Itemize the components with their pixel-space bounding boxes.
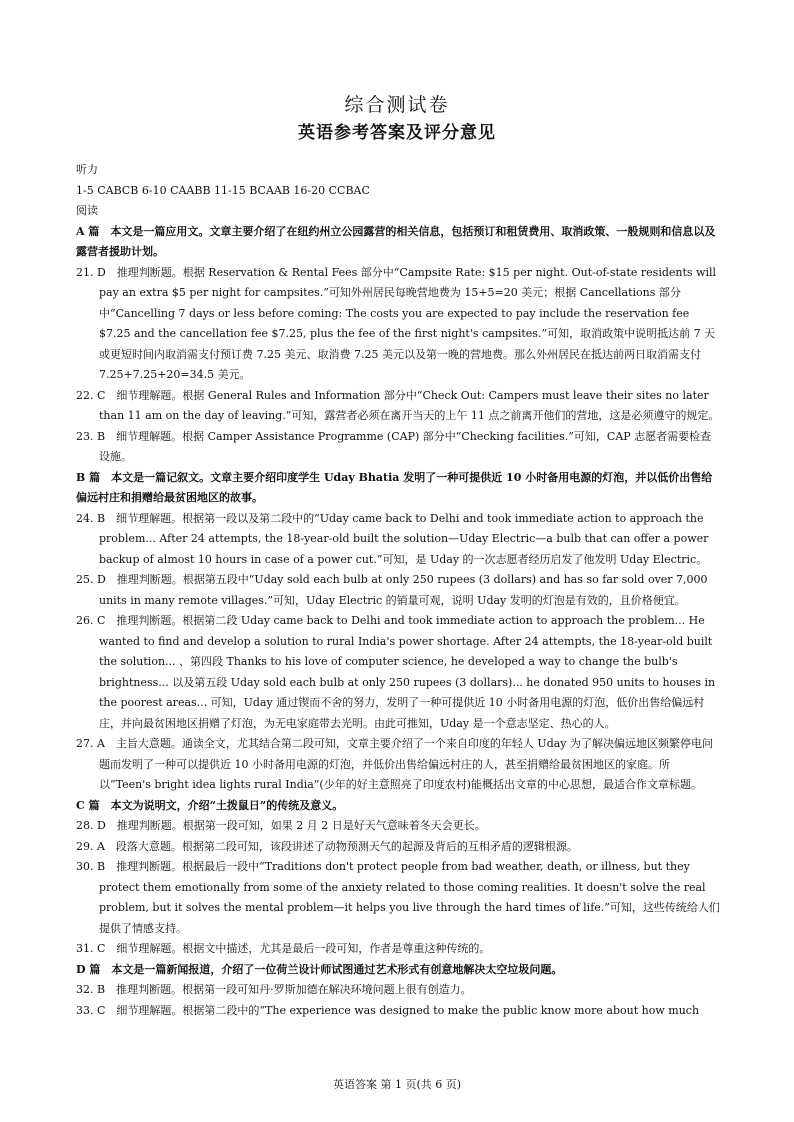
reading-label: 阅读 — [76, 204, 98, 217]
listening-answers: 1-5 CABCB 6-10 CAABB 11-15 BCAAB 16-20 CCBAC — [76, 183, 370, 197]
answer-explanation: 24. B 细节理解题。根据第一段以及第二段中的“Uday came back to Delhi and took immediate action to approach the problem... After 24 attempts, the 18-year-old built the solution—Uday Electric—a bulb that can offer a power backup of almost 10 hours in case of a power cut.”可知，是 Uday 的一次志愿者经历启发了他发明 Uday Electric。 — [76, 511, 709, 566]
answer-explanation: 26. C 推理判断题。根据第二段 Uday came back to Delhi and took immediate action to approach the problem... He wanted to find and develop a solution to rural India's power shortage. After 24 attempts, the 18-year-old built the solution... 、第四段 Thanks to his love of computer science, he developed a way to change the bulb's brightness... 以及第五段 Uday sold each bulb at only 250 rupees (3 dollars)... he donated 950 units to houses in the poorest areas... 可知，Uday 通过锲而不舍的努力，发明了一种可提供近 10 小时备用电源的灯泡，低价出售给偏远村庄，并向最贫困地区捐赠了灯泡，为无电家庭带去光明。由此可推知，Uday 是一个意志坚定、热心的人。 — [76, 614, 716, 730]
answer-explanation: 27. A 主旨大意题。通读全文，尤其结合第二段可知，文章主要介绍了一个来自印度的年轻人 Uday 为了解决偏远地区频繁停电问题而发明了一种可以提供近 10 小时备用电源的灯泡，并低价出售给偏远村庄的人，甚至捐赠给最贫困地区的家庭。所以“Teen's bright idea lights rural India”(少年的好主意照亮了印度农村)能概括出文章的中心思想，最适合作文章标题。 — [76, 737, 714, 791]
reading-explanations — [76, 222, 720, 1022]
answer-explanation: 25. D 推理判断题。根据第五段中“Uday sold each bulb at only 250 rupees (3 dollars) and has so far sold over 7,000 units in many remote villages.”可知，Uday Electric 的销量可观，说明 Uday 发明的灯泡是有效的，且价格便宜。 — [76, 573, 708, 607]
passage-intro: C 篇 本文为说明文，介绍“土拨鼠日”的传统及意义。 — [76, 798, 344, 812]
page-title: 综合测试卷 — [344, 94, 450, 116]
page-subtitle: 英语参考答案及评分意见 — [298, 123, 496, 143]
answer-explanation: 23. B 细节理解题。根据 Camper Assistance Programme (CAP) 部分中“Checking facilities.”可知，CAP 志愿者需要检查设施。 — [76, 429, 712, 463]
passage-intro: A 篇 本文是一篇应用文。文章主要介绍了在纽约州立公园露营的相关信息，包括预订和租赁费用、取消政策、一般规则和信息以及露营者援助计划。 — [76, 224, 716, 258]
answer-explanation: 29. A 段落大意题。根据第二段可知，该段讲述了动物预测天气的起源及背后的互相矛盾的逻辑根源。 — [76, 839, 578, 853]
answer-explanation: 33. C 细节理解题。根据第二段中的“The experience was designed to make the public know more about how much — [76, 1003, 700, 1017]
answer-explanation: 31. C 细节理解题。根据文中描述，尤其是最后一段可知，作者是尊重这种传统的。 — [76, 942, 491, 955]
answer-explanation: 28. D 推理判断题。根据第一段可知，如果 2 月 2 日是好天气意味着冬天会更长。 — [76, 819, 486, 832]
answer-body — [76, 160, 720, 1021]
answer-explanation: 22. C 细节理解题。根据 General Rules and Information 部分中“Check Out: Campers must leave their sites no later than 11 am on the day of leaving.”可知，露营者必须在离开当天的上午 11 点之前离开他们的营地，这是必须遵守的规定。 — [76, 388, 720, 422]
passage-intro: D 篇 本文是一篇新闻报道，介绍了一位荷兰设计师试图通过艺术形式有创意地解决太空垃圾问题。 — [76, 962, 563, 976]
answer-explanation: 21. D 推理判断题。根据 Reservation & Rental Fees 部分中“Campsite Rate: $15 per night. Out-of-state residents will pay an extra $5 per night for campsites.”可知外州居民每晚营地费为 15+5=20 美元；根据 Cancellations 部分中“Cancelling 7 days or less before coming: The costs you are expected to pay include the reservation fee $7.25 and the cancellation fee $7.25, plus the fee of the first night's campsites.”可知，取消政策中说明抵达前 7 天或更短时间内取消需支付预订费 7.25 美元、取消费 7.25 美元以及第一晚的营地费。那么外州居民在抵达前两日取消需支付 7.25+7.25+20=34.5 美元。 — [76, 265, 717, 381]
answer-explanation: 30. B 推理判断题。根据最后一段中“Traditions don't protect people from bad weather, death, or illness, but they protect them emotionally from some of the anxiety related to those coming realities. It doesn't solve the real problem, but it solves the mental problem—it helps you live through the hard times of life.”可知，这些传统给人们提供了情感支持。 — [76, 860, 720, 935]
passage-intro: B 篇 本文是一篇记叙文。文章主要介绍印度学生 Uday Bhatia 发明了一种可提供近 10 小时备用电源的灯泡，并以低价出售给偏远村庄和捐赠给最贫困地区的故事。 — [76, 470, 713, 504]
answer-explanation: 32. B 推理判断题。根据第一段可知丹·罗斯加德在解决环境问题上很有创造力。 — [76, 983, 472, 996]
listening-label: 听力 — [76, 163, 98, 176]
page-footer: 英语答案 第 1 页(共 6 页) — [332, 1078, 462, 1091]
